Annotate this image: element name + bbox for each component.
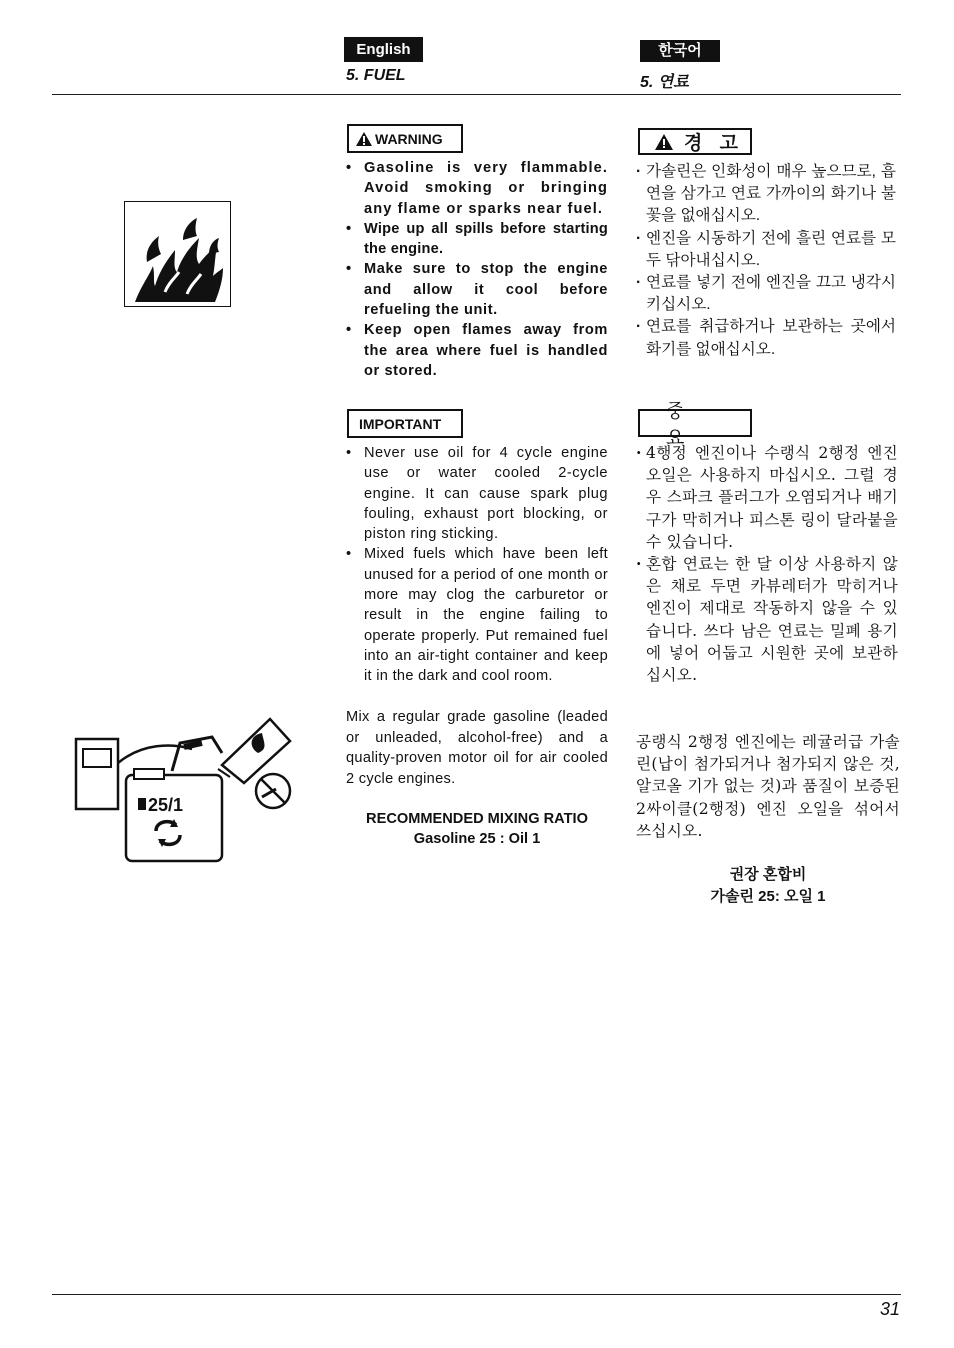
mixing-ratio-value-en: Gasoline 25 : Oil 1 [413, 831, 541, 847]
english-language-tag: English [344, 37, 423, 62]
warning-label-en [347, 124, 463, 153]
header-rule [52, 94, 901, 95]
important-item-en: • Mixed fuels which have been left unused for a period of one month or more may clog the carburetor or result in the engine failing to operate properly. Put remained fuel into an air-tight container and keep it in the dark and cool room. [346, 544, 608, 686]
warning-item-en: • Gasoline is very flammable. Avoid smoking or bringing any flame or sparks near fuel. [346, 158, 608, 219]
warning-label-text-ko: 경 고 [684, 133, 744, 154]
warning-list-en [346, 158, 608, 381]
warning-item-ko: · 엔진을 시동하기 전에 흘린 연료를 모두 닦아내십시오. [636, 228, 896, 272]
important-label-ko [638, 401, 752, 449]
section-title-ko: 5. 연료 [640, 74, 689, 91]
important-item-ko: · 혼합 연료는 한 달 이상 사용하지 않은 채로 두면 카뷰레터가 막히거나 엔진이 제대로 작동하지 않을 수 있습니다. 쓰다 남은 연료는 밀폐 용기에 넣어 어둡고 시원한 곳에 보관하십시오. [636, 553, 898, 686]
mixing-ratio-value-ko: 가솔린 25: 오일 1 [710, 888, 826, 905]
warning-list-ko [636, 161, 896, 361]
warning-triangle-icon [654, 133, 674, 151]
footer-rule [52, 1294, 901, 1295]
warning-label-ko [638, 128, 752, 155]
warning-item-ko: · 연료를 넣기 전에 엔진을 끄고 냉각시키십시오. [636, 272, 896, 316]
can-ratio-label: 25/1 [148, 795, 184, 815]
warning-item-ko: · 가솔린은 인화성이 매우 높으므로, 흡연을 삼가고 연료 가까이의 화기나 불꽃을 없애십시오. [636, 161, 896, 228]
warning-item-ko: · 연료를 취급하거나 보관하는 곳에서 화기를 없애십시오. [636, 316, 896, 360]
important-list-en [346, 443, 608, 687]
warning-item-en: • Keep open flames away from the area where fuel is handled or stored. [346, 320, 608, 381]
mixing-text-en: Mix a regular grade gasoline (leaded or unleaded, alcohol-free) and a quality-proven motor oil for air cooled 2 cycle engines. [346, 709, 608, 787]
flame-icon [124, 201, 231, 307]
warning-label-text-en: WARNING [375, 130, 443, 147]
warning-item-en: • Make sure to stop the engine and allow it cool before refueling the unit. [346, 259, 608, 320]
mixing-text-ko: 공랭식 2행정 엔진에는 레귤러급 가솔린(납이 첨가되거나 첨가되지 않은 것, 알코올 기가 없는 것)과 품질이 보증된 2싸이클(2행정) 엔진 오일을 섞어서 쓰십시오. [636, 733, 900, 840]
important-label-text-ko: 중 요 [666, 401, 703, 449]
important-list-ko [636, 442, 898, 686]
korean-language-tag: 한국어 [640, 40, 720, 62]
page-number: 31 [879, 1299, 900, 1319]
important-item-ko: · 4행정 엔진이나 수랭식 2행정 엔진 오일은 사용하지 마십시오. 그럴 경우 스파크 플러그가 오염되거나 배기구가 막히거나 피스톤 링이 달라붙을 수 있습니다. [636, 442, 898, 553]
fuel-mixing-illustration [72, 713, 298, 865]
mixing-ratio-title-ko: 권장 혼합비 [729, 866, 807, 883]
warning-item-en: • Wipe up all spills before starting the engine. [346, 219, 608, 260]
section-title-en: 5. FUEL [346, 67, 406, 84]
warning-triangle-icon [355, 131, 373, 147]
important-label-en: IMPORTANT [347, 409, 463, 438]
mixing-ratio-title-en: RECOMMENDED MIXING RATIO [366, 811, 588, 827]
important-item-en: • Never use oil for 4 cycle engine use or water cooled 2-cycle engine. It can cause spark plug fouling, exhaust port blocking, or piston ring sticking. [346, 443, 608, 544]
